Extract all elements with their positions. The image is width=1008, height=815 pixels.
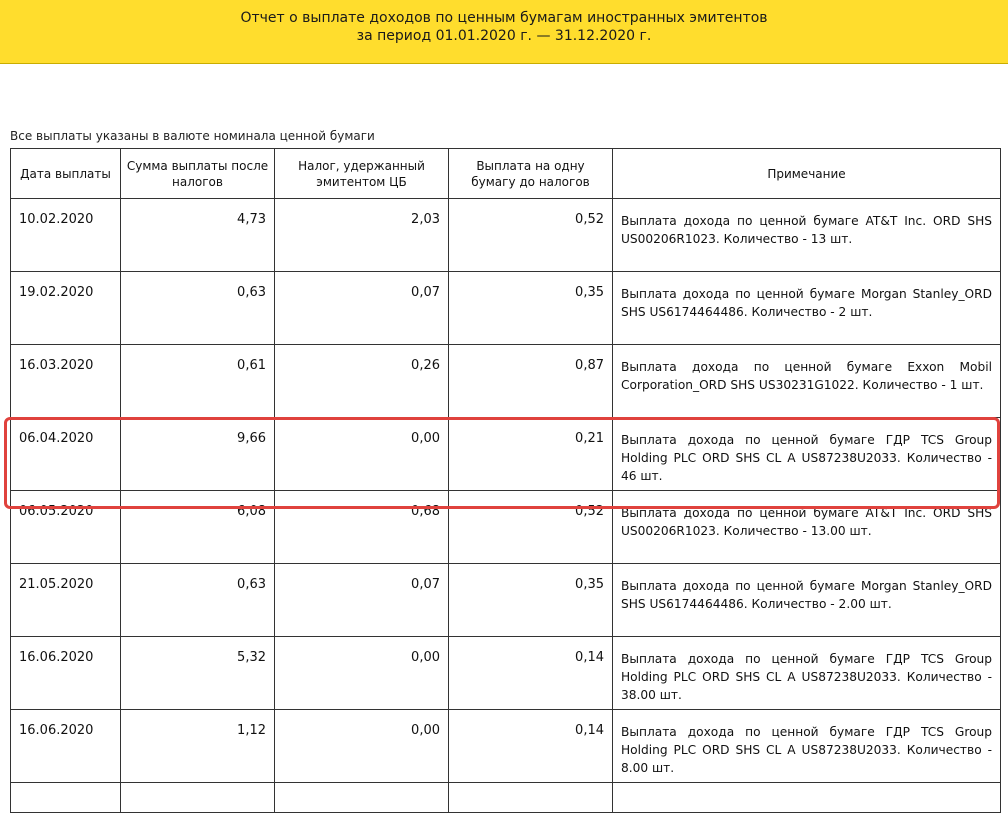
payment-date-cell: 16.06.2020	[11, 637, 121, 710]
empty-cell	[121, 783, 275, 813]
per-share-cell: 0,35	[449, 272, 613, 345]
tax-cell: 0,07	[275, 272, 449, 345]
column-header-tax: Налог, удержанный эмитентом ЦБ	[275, 149, 449, 199]
tax-cell: 0,00	[275, 710, 449, 783]
table-row	[11, 564, 1001, 637]
empty-cell	[613, 783, 1001, 813]
tax-cell: 2,03	[275, 199, 449, 272]
table-row-highlighted	[11, 418, 1001, 491]
tax-cell: 0,00	[275, 418, 449, 491]
payment-date-cell: 16.06.2020	[11, 710, 121, 783]
table-row	[11, 345, 1001, 418]
tax-cell: 0,26	[275, 345, 449, 418]
amount-cell: 0,63	[121, 272, 275, 345]
table-row	[11, 272, 1001, 345]
empty-cell	[275, 783, 449, 813]
payment-date-cell: 06.04.2020	[11, 418, 121, 491]
per-share-cell: 0,35	[449, 564, 613, 637]
amount-cell: 0,61	[121, 345, 275, 418]
table-row	[11, 491, 1001, 564]
memo-cell: Выплата дохода по ценной бумаге ГДР TCS Group Holding PLC ORD SHS CL A US87238U2033. Количество - 38.00 шт.	[613, 637, 1001, 710]
memo-cell: Выплата дохода по ценной бумаге ГДР TCS Group Holding PLC ORD SHS CL A US87238U2033. Количество - 8.00 шт.	[613, 710, 1001, 783]
per-share-cell: 0,21	[449, 418, 613, 491]
table-row	[11, 199, 1001, 272]
table-row-partial	[11, 783, 1001, 813]
report-title-line2: за период 01.01.2020 г. — 31.12.2020 г.	[356, 28, 652, 44]
per-share-cell: 0,87	[449, 345, 613, 418]
payments-table	[10, 148, 1001, 813]
amount-cell: 5,32	[121, 637, 275, 710]
currency-note: Все выплаты указаны в валюте номинала ценной бумаги	[10, 129, 375, 143]
payment-date-cell: 21.05.2020	[11, 564, 121, 637]
per-share-cell: 0,14	[449, 710, 613, 783]
report-title-line1: Отчет о выплате доходов по ценным бумагам иностранных эмитентов	[240, 10, 768, 26]
table-row	[11, 710, 1001, 783]
per-share-cell: 0,14	[449, 637, 613, 710]
column-header-per-share: Выплата на одну бумагу до налогов	[449, 149, 613, 199]
amount-cell: 9,66	[121, 418, 275, 491]
memo-cell: Выплата дохода по ценной бумаге Exxon Mobil Corporation_ORD SHS US30231G1022. Количество - 1 шт.	[613, 345, 1001, 418]
amount-cell: 4,73	[121, 199, 275, 272]
column-header-date: Дата выплаты	[11, 149, 121, 199]
report-header-banner	[0, 0, 1008, 64]
memo-cell: Выплата дохода по ценной бумаге ГДР TCS Group Holding PLC ORD SHS CL A US87238U2033. Количество - 46 шт.	[613, 418, 1001, 491]
column-header-memo: Примечание	[613, 149, 1001, 199]
per-share-cell: 0,52	[449, 199, 613, 272]
per-share-cell: 0,52	[449, 491, 613, 564]
tax-cell: 0,00	[275, 637, 449, 710]
memo-cell: Выплата дохода по ценной бумаге AT&T Inc. ORD SHS US00206R1023. Количество - 13.00 шт.	[613, 491, 1001, 564]
tax-cell: 0,07	[275, 564, 449, 637]
table-header-row	[11, 149, 1001, 199]
amount-cell: 0,63	[121, 564, 275, 637]
memo-cell: Выплата дохода по ценной бумаге Morgan Stanley_ORD SHS US6174464486. Количество - 2 шт.	[613, 272, 1001, 345]
amount-cell: 6,08	[121, 491, 275, 564]
empty-cell	[11, 783, 121, 813]
amount-cell: 1,12	[121, 710, 275, 783]
payment-date-cell: 06.05.2020	[11, 491, 121, 564]
memo-cell: Выплата дохода по ценной бумаге Morgan Stanley_ORD SHS US6174464486. Количество - 2.00 шт.	[613, 564, 1001, 637]
table-row	[11, 637, 1001, 710]
column-header-amount: Сумма выплаты после налогов	[121, 149, 275, 199]
tax-cell: 0,68	[275, 491, 449, 564]
payment-date-cell: 19.02.2020	[11, 272, 121, 345]
payment-date-cell: 16.03.2020	[11, 345, 121, 418]
memo-cell: Выплата дохода по ценной бумаге AT&T Inc. ORD SHS US00206R1023. Количество - 13 шт.	[613, 199, 1001, 272]
empty-cell	[449, 783, 613, 813]
payment-date-cell: 10.02.2020	[11, 199, 121, 272]
